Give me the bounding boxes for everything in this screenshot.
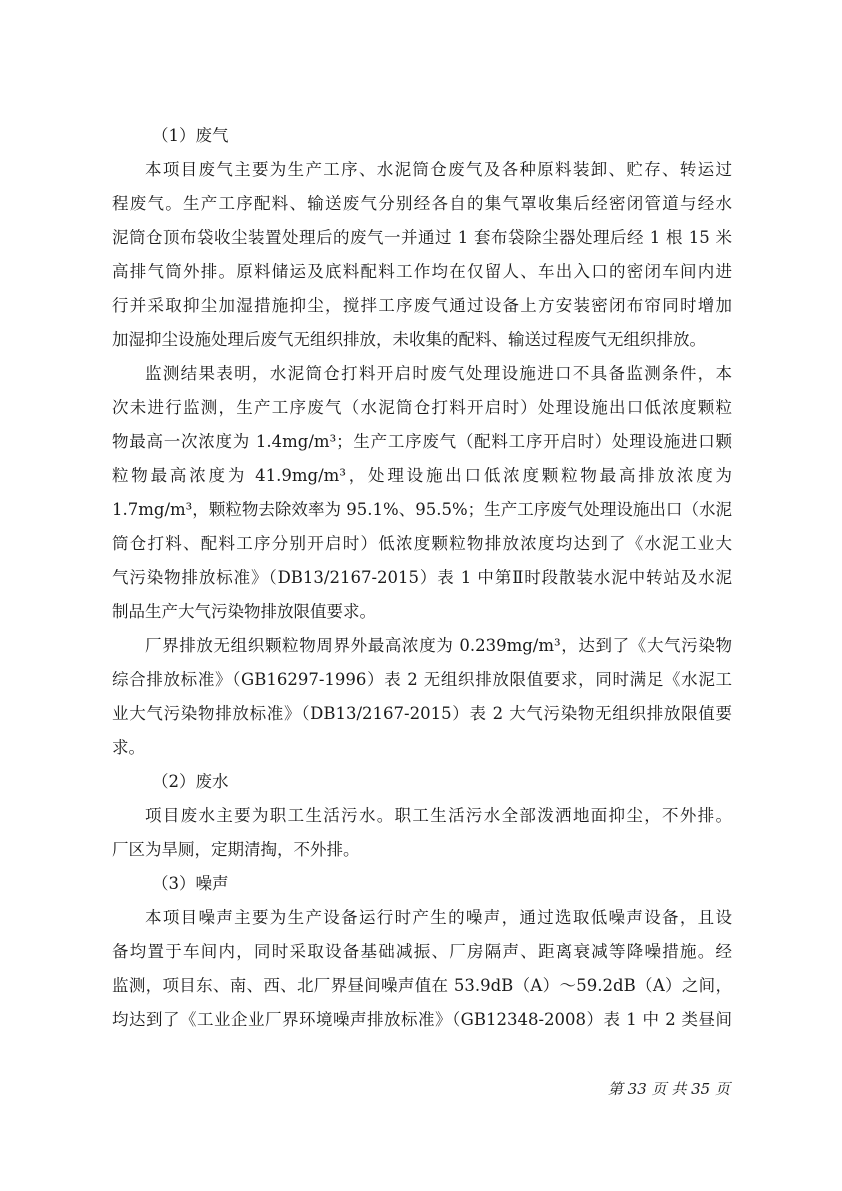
current-page-number: 33 bbox=[627, 1080, 647, 1098]
paragraph-monitoring-results bbox=[112, 357, 732, 629]
footer-middle: 页 共 bbox=[651, 1080, 687, 1098]
text-line: 厂界排放无组织颗粒物周界外最高浓度为 0.239mg/m³，达到了《大气污染物 bbox=[145, 636, 732, 655]
section-heading-noise: （3）噪声 bbox=[152, 874, 229, 893]
footer-suffix: 页 bbox=[714, 1080, 730, 1098]
text-line: 加湿抑尘设施处理后废气无组织排放，未收集的配料、输送过程废气无组织排放。 bbox=[112, 330, 706, 349]
text-line: 1.7mg/m³，颗粒物去除效率为 95.1%、95.5%；生产工序废气处理设施出口（水泥 bbox=[112, 500, 732, 519]
text-line: 物最高一次浓度为 1.4mg/m³；生产工序废气（配料工序开启时）处理设施进口颗 bbox=[112, 432, 732, 451]
text-line: 次未进行监测，生产工序废气（水泥筒仓打料开启时）处理设施出口低浓度颗粒 bbox=[112, 398, 732, 417]
text-line: 粒物最高浓度为 41.9mg/m³，处理设施出口低浓度颗粒物最高排放浓度为 bbox=[112, 466, 732, 485]
text-line: 本项目噪声主要为生产设备运行时产生的噪声，通过选取低噪声设备，且设 bbox=[145, 908, 732, 927]
paragraph-fugitive-emissions bbox=[112, 629, 732, 765]
page-number-footer bbox=[560, 1078, 730, 1099]
text-line: 泥筒仓顶布袋收尘装置处理后的废气一并通过 1 套布袋除尘器处理后经 1 根 15 米 bbox=[112, 228, 732, 247]
paragraph-noise bbox=[112, 901, 732, 1037]
text-line: 程废气。生产工序配料、输送废气分别经各自的集气罩收集后经密闭管道与经水 bbox=[112, 194, 732, 213]
paragraph-wastewater bbox=[112, 799, 732, 867]
section-heading-wastewater: （2）废水 bbox=[152, 772, 229, 791]
text-line: 求。 bbox=[112, 738, 145, 757]
text-line: 筒仓打料、配料工序分别开启时）低浓度颗粒物排放浓度均达到了《水泥工业大 bbox=[112, 534, 732, 553]
text-line: 业大气污染物排放标准》（DB13/2167-2015）表 2 大气污染物无组织排放限值要 bbox=[112, 704, 732, 723]
text-line: 备均置于车间内，同时采取设备基础减振、厂房隔声、距离衰减等降噪措施。经 bbox=[112, 942, 732, 961]
total-page-number: 35 bbox=[691, 1080, 711, 1098]
footer-prefix: 第 bbox=[607, 1080, 623, 1098]
paragraph-waste-gas-sources bbox=[112, 153, 732, 357]
text-line: 项目废水主要为职工生活污水。职工生活污水全部泼洒地面抑尘，不外排。 bbox=[145, 806, 732, 825]
text-line: 制品生产大气污染物排放限值要求。 bbox=[112, 602, 376, 621]
text-line: 本项目废气主要为生产工序、水泥筒仓废气及各种原料装卸、贮存、转运过 bbox=[145, 160, 732, 179]
text-line: 均达到了《工业企业厂界环境噪声排放标准》（GB12348-2008）表 1 中 2 类昼间 bbox=[112, 1010, 732, 1029]
text-line: 综合排放标准》（GB16297-1996）表 2 无组织排放限值要求，同时满足《水泥工 bbox=[112, 670, 732, 689]
text-line: 气污染物排放标准》（DB13/2167-2015）表 1 中第Ⅱ时段散装水泥中转站及水泥 bbox=[112, 568, 732, 587]
text-line: 高排气筒外排。原料储运及底料配料工作均在仅留人、车出入口的密闭车间内进 bbox=[112, 262, 732, 281]
text-line: 行并采取抑尘加湿措施抑尘，搅拌工序废气通过设备上方安装密闭布帘同时增加 bbox=[112, 296, 732, 315]
text-line: 监测结果表明，水泥筒仓打料开启时废气处理设施进口不具备监测条件，本 bbox=[145, 364, 732, 383]
section-heading-waste-gas: （1）废气 bbox=[152, 126, 229, 145]
text-line: 厂区为旱厕，定期清掏，不外排。 bbox=[112, 840, 360, 859]
text-line: 监测，项目东、南、西、北厂界昼间噪声值在 53.9dB（A）～59.2dB（A）之间， bbox=[112, 976, 732, 995]
document-body bbox=[112, 119, 732, 1037]
